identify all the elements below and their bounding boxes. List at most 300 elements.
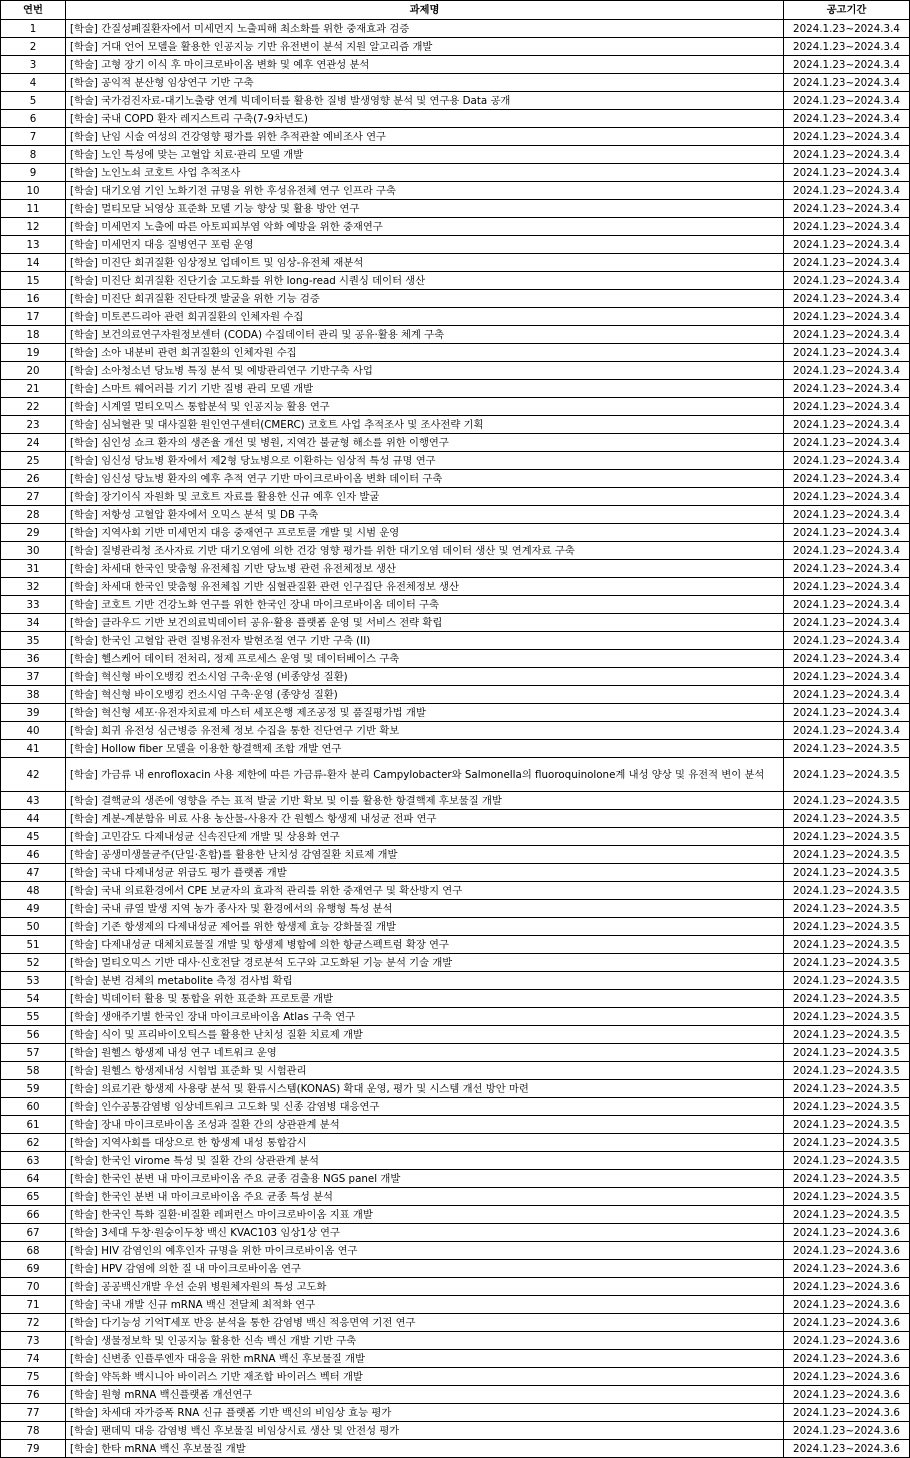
notice-period: 2024.1.23~2024.3.4 <box>784 596 910 614</box>
row-number: 65 <box>1 1188 66 1206</box>
row-number: 36 <box>1 650 66 668</box>
row-number: 51 <box>1 936 66 954</box>
row-number: 10 <box>1 182 66 200</box>
table-row <box>1 200 910 218</box>
project-title: [학술] 간질성폐질환자에서 미세먼지 노출피해 최소화를 위한 중재효과 검증 <box>66 20 784 38</box>
row-number: 44 <box>1 810 66 828</box>
table-row <box>1 452 910 470</box>
project-title: [학술] 기존 항생제의 다제내성균 제어를 위한 항생제 효능 강화물질 개발 <box>66 918 784 936</box>
table-row <box>1 1080 910 1098</box>
project-title: [학술] 미세먼지 노출에 따른 아토피피부염 악화 예방을 위한 중재연구 <box>66 218 784 236</box>
row-number: 23 <box>1 416 66 434</box>
notice-period: 2024.1.23~2024.3.4 <box>784 578 910 596</box>
project-title: [학술] 계분-계분함유 비료 사용 농산물-사용자 간 원헬스 항생제 내성균 전파 연구 <box>66 810 784 828</box>
notice-period: 2024.1.23~2024.3.4 <box>784 542 910 560</box>
project-title: [학술] 공익적 분산형 임상연구 기반 구축 <box>66 74 784 92</box>
row-number: 70 <box>1 1278 66 1296</box>
project-title: [학술] 혁신형 바이오뱅킹 컨소시엄 구축·운영 (종양성 질환) <box>66 686 784 704</box>
row-number: 43 <box>1 792 66 810</box>
notice-period: 2024.1.23~2024.3.5 <box>784 900 910 918</box>
header-row <box>1 1 910 20</box>
table-row <box>1 846 910 864</box>
notice-period: 2024.1.23~2024.3.4 <box>784 434 910 452</box>
notice-period: 2024.1.23~2024.3.4 <box>784 632 910 650</box>
notice-period: 2024.1.23~2024.3.4 <box>784 686 910 704</box>
table-row <box>1 810 910 828</box>
project-title: [학술] 지역사회 기반 미세먼지 대응 중재연구 프로토콜 개발 및 시범 운영 <box>66 524 784 542</box>
table-row <box>1 1062 910 1080</box>
project-title: [학술] 혁신형 바이오뱅킹 컨소시엄 구축·운영 (비종양성 질환) <box>66 668 784 686</box>
row-number: 73 <box>1 1332 66 1350</box>
table-row <box>1 488 910 506</box>
project-title: [학술] 멀티모달 뇌영상 표준화 모델 기능 향상 및 활용 방안 연구 <box>66 200 784 218</box>
table-row <box>1 1260 910 1278</box>
project-title: [학술] 고민감도 다제내성균 신속진단제 개발 및 상용화 연구 <box>66 828 784 846</box>
project-title: [학술] 한국인 특화 질환·비질환 레퍼런스 마이크로바이옴 지표 개발 <box>66 1206 784 1224</box>
notice-period: 2024.1.23~2024.3.5 <box>784 990 910 1008</box>
notice-period: 2024.1.23~2024.3.5 <box>784 1080 910 1098</box>
project-title: [학술] 시계열 멀티오믹스 통합분석 및 인공지능 활용 연구 <box>66 398 784 416</box>
project-title: [학술] 국내 다제내성균 위급도 평가 플랫폼 개발 <box>66 864 784 882</box>
table-row <box>1 1314 910 1332</box>
table-row <box>1 20 910 38</box>
row-number: 50 <box>1 918 66 936</box>
project-title: [학술] Hollow fiber 모델을 이용한 항결핵제 조합 개발 연구 <box>66 740 784 758</box>
table-row <box>1 1044 910 1062</box>
notice-period: 2024.1.23~2024.3.6 <box>784 1224 910 1242</box>
project-title: [학술] HPV 감염에 의한 질 내 마이크로바이옴 연구 <box>66 1260 784 1278</box>
notice-period: 2024.1.23~2024.3.4 <box>784 20 910 38</box>
table-row <box>1 1278 910 1296</box>
project-title: [학술] 차세대 한국인 맞춤형 유전체칩 기반 당뇨병 관련 유전체정보 생산 <box>66 560 784 578</box>
project-title: [학술] 미토콘드리아 관련 희귀질환의 인체자원 수집 <box>66 308 784 326</box>
project-title: [학술] 희귀 유전성 심근병증 유전체 정보 수집을 통한 진단연구 기반 확보 <box>66 722 784 740</box>
notice-period: 2024.1.23~2024.3.5 <box>784 1188 910 1206</box>
notice-period: 2024.1.23~2024.3.4 <box>784 416 910 434</box>
project-title: [학술] 고형 장기 이식 후 마이크로바이옴 변화 및 예후 연관성 분석 <box>66 56 784 74</box>
row-number: 59 <box>1 1080 66 1098</box>
row-number: 8 <box>1 146 66 164</box>
notice-period: 2024.1.23~2024.3.4 <box>784 344 910 362</box>
project-title: [학술] 국내 COPD 환자 레지스트리 구축(7-9차년도) <box>66 110 784 128</box>
table-row <box>1 740 910 758</box>
notice-period: 2024.1.23~2024.3.5 <box>784 954 910 972</box>
notice-period: 2024.1.23~2024.3.4 <box>784 398 910 416</box>
project-title: [학술] 결핵균의 생존에 영향을 주는 표적 발굴 기반 확보 및 이를 활용한 항결핵제 후보물질 개발 <box>66 792 784 810</box>
row-number: 76 <box>1 1386 66 1404</box>
table-row <box>1 1242 910 1260</box>
table-row <box>1 56 910 74</box>
row-number: 46 <box>1 846 66 864</box>
table-row <box>1 1332 910 1350</box>
header-title: 과제명 <box>66 1 784 20</box>
notice-period: 2024.1.23~2024.3.6 <box>784 1314 910 1332</box>
table-row <box>1 578 910 596</box>
project-title: [학술] 팬데믹 대응 감염병 백신 후보물질 비임상시료 생산 및 안전성 평가 <box>66 1422 784 1440</box>
table-row <box>1 326 910 344</box>
notice-period: 2024.1.23~2024.3.6 <box>784 1332 910 1350</box>
project-title: [학술] 식이 및 프리바이오틱스를 활용한 난치성 질환 치료제 개발 <box>66 1026 784 1044</box>
project-title: [학술] 다기능성 기억T세포 반응 분석을 통한 감염병 백신 적응면역 기전 연구 <box>66 1314 784 1332</box>
notice-period: 2024.1.23~2024.3.5 <box>784 864 910 882</box>
table-row <box>1 1008 910 1026</box>
row-number: 45 <box>1 828 66 846</box>
table-row <box>1 722 910 740</box>
table-row <box>1 1386 910 1404</box>
row-number: 11 <box>1 200 66 218</box>
row-number: 18 <box>1 326 66 344</box>
row-number: 28 <box>1 506 66 524</box>
table-row <box>1 434 910 452</box>
table-row <box>1 254 910 272</box>
notice-period: 2024.1.23~2024.3.4 <box>784 362 910 380</box>
row-number: 79 <box>1 1440 66 1458</box>
project-title: [학술] 생애주기별 한국인 장내 마이크로바이옴 Atlas 구축 연구 <box>66 1008 784 1026</box>
table-row <box>1 828 910 846</box>
project-title: [학술] 한국인 고혈압 관련 질병유전자 발현조절 연구 기반 구축 (II) <box>66 632 784 650</box>
table-row <box>1 110 910 128</box>
project-title: [학술] 의료기관 항생제 사용량 분석 및 환류시스템(KONAS) 확대 운영, 평가 및 시스템 개선 방안 마련 <box>66 1080 784 1098</box>
table-row <box>1 380 910 398</box>
row-number: 4 <box>1 74 66 92</box>
notice-period: 2024.1.23~2024.3.4 <box>784 326 910 344</box>
row-number: 33 <box>1 596 66 614</box>
notice-period: 2024.1.23~2024.3.6 <box>784 1386 910 1404</box>
project-title: [학술] 임신성 당뇨병 환자에서 제2형 당뇨병으로 이환하는 임상적 특성 규명 연구 <box>66 452 784 470</box>
row-number: 17 <box>1 308 66 326</box>
notice-period: 2024.1.23~2024.3.4 <box>784 164 910 182</box>
notice-period: 2024.1.23~2024.3.4 <box>784 308 910 326</box>
project-title: [학술] 미진단 희귀질환 진단타겟 발굴을 위한 기능 검증 <box>66 290 784 308</box>
project-title: [학술] 한국인 virome 특성 및 질환 간의 상관관계 분석 <box>66 1152 784 1170</box>
notice-period: 2024.1.23~2024.3.6 <box>784 1260 910 1278</box>
notice-period: 2024.1.23~2024.3.4 <box>784 56 910 74</box>
row-number: 71 <box>1 1296 66 1314</box>
notice-period: 2024.1.23~2024.3.4 <box>784 128 910 146</box>
project-title: [학술] HIV 감염인의 예후인자 규명을 위한 마이크로바이옴 연구 <box>66 1242 784 1260</box>
table-row <box>1 92 910 110</box>
table-row <box>1 542 910 560</box>
row-number: 24 <box>1 434 66 452</box>
notice-period: 2024.1.23~2024.3.4 <box>784 38 910 56</box>
project-title: [학술] 난임 시술 여성의 건강영향 평가를 위한 추적관찰 예비조사 연구 <box>66 128 784 146</box>
table-row <box>1 272 910 290</box>
project-title: [학술] 미세먼지 대응 질병연구 포럼 운영 <box>66 236 784 254</box>
notice-period: 2024.1.23~2024.3.4 <box>784 182 910 200</box>
project-title: [학술] 미진단 희귀질환 임상정보 업데이트 및 임상-유전체 재분석 <box>66 254 784 272</box>
notice-period: 2024.1.23~2024.3.4 <box>784 470 910 488</box>
notice-period: 2024.1.23~2024.3.6 <box>784 1278 910 1296</box>
notice-period: 2024.1.23~2024.3.4 <box>784 668 910 686</box>
project-title: [학술] 국가검진자료-대기노출량 연계 빅데이터를 활용한 질병 발생영향 분석 및 연구용 Data 공개 <box>66 92 784 110</box>
project-title: [학술] 원헬스 항생제내성 시험법 표준화 및 시험관리 <box>66 1062 784 1080</box>
table-row <box>1 1206 910 1224</box>
row-number: 21 <box>1 380 66 398</box>
notice-period: 2024.1.23~2024.3.6 <box>784 1296 910 1314</box>
table-row <box>1 362 910 380</box>
notice-period: 2024.1.23~2024.3.4 <box>784 272 910 290</box>
row-number: 58 <box>1 1062 66 1080</box>
row-number: 74 <box>1 1350 66 1368</box>
table-row <box>1 1296 910 1314</box>
table-row <box>1 1404 910 1422</box>
row-number: 12 <box>1 218 66 236</box>
table-row <box>1 614 910 632</box>
notice-period: 2024.1.23~2024.3.4 <box>784 218 910 236</box>
row-number: 5 <box>1 92 66 110</box>
row-number: 61 <box>1 1116 66 1134</box>
project-title: [학술] 질병관리청 조사자료 기반 대기오염에 의한 건강 영향 평가를 위한 대기오염 데이터 생산 및 연계자료 구축 <box>66 542 784 560</box>
notice-period: 2024.1.23~2024.3.4 <box>784 614 910 632</box>
notice-period: 2024.1.23~2024.3.6 <box>784 1440 910 1458</box>
row-number: 52 <box>1 954 66 972</box>
project-title: [학술] 한국인 분변 내 마이크로바이옴 주요 균종 특성 분석 <box>66 1188 784 1206</box>
notice-period: 2024.1.23~2024.3.4 <box>784 722 910 740</box>
row-number: 9 <box>1 164 66 182</box>
row-number: 41 <box>1 740 66 758</box>
row-number: 39 <box>1 704 66 722</box>
table-row <box>1 182 910 200</box>
project-title: [학술] 스마트 웨어러블 기기 기반 질병 관리 모델 개발 <box>66 380 784 398</box>
row-number: 22 <box>1 398 66 416</box>
table-row <box>1 74 910 92</box>
row-number: 25 <box>1 452 66 470</box>
notice-period: 2024.1.23~2024.3.5 <box>784 1116 910 1134</box>
notice-period: 2024.1.23~2024.3.5 <box>784 1026 910 1044</box>
table-row <box>1 1116 910 1134</box>
notice-period: 2024.1.23~2024.3.5 <box>784 740 910 758</box>
table-row <box>1 1422 910 1440</box>
notice-period: 2024.1.23~2024.3.4 <box>784 560 910 578</box>
project-title: [학술] 소아 내분비 관련 희귀질환의 인체자원 수집 <box>66 344 784 362</box>
notice-period: 2024.1.23~2024.3.5 <box>784 918 910 936</box>
row-number: 20 <box>1 362 66 380</box>
table-row <box>1 686 910 704</box>
row-number: 31 <box>1 560 66 578</box>
table-row <box>1 1098 910 1116</box>
project-title: [학술] 가금류 내 enrofloxacin 사용 제한에 따른 가금류-환자 분리 Campylobacter와 Salmonella의 fluoroquinolone계 내성 양상 및 유전적 변이 분석 <box>66 758 784 792</box>
row-number: 29 <box>1 524 66 542</box>
table-row <box>1 524 910 542</box>
table-row <box>1 128 910 146</box>
notice-period: 2024.1.23~2024.3.6 <box>784 1404 910 1422</box>
row-number: 38 <box>1 686 66 704</box>
notice-period: 2024.1.23~2024.3.4 <box>784 380 910 398</box>
row-number: 35 <box>1 632 66 650</box>
table-row <box>1 1026 910 1044</box>
table-row <box>1 1350 910 1368</box>
project-title: [학술] 생물정보학 및 인공지능 활용한 신속 백신 개발 기반 구축 <box>66 1332 784 1350</box>
table-row <box>1 146 910 164</box>
table-row <box>1 398 910 416</box>
project-title: [학술] 심뇌혈관 및 대사질환 원인연구센터(CMERC) 코호트 사업 추적조사 및 조사전략 기획 <box>66 416 784 434</box>
row-number: 42 <box>1 758 66 792</box>
row-number: 19 <box>1 344 66 362</box>
notice-period: 2024.1.23~2024.3.6 <box>784 1368 910 1386</box>
notice-period: 2024.1.23~2024.3.4 <box>784 452 910 470</box>
table-row <box>1 1224 910 1242</box>
table-row <box>1 704 910 722</box>
project-title: [학술] 공생미생물균주(단일·혼합)를 활용한 난치성 감염질환 치료제 개발 <box>66 846 784 864</box>
notice-period: 2024.1.23~2024.3.4 <box>784 110 910 128</box>
project-title: [학술] 저항성 고혈압 환자에서 오믹스 분석 및 DB 구축 <box>66 506 784 524</box>
project-title: [학술] 멀티오믹스 기반 대사·신호전달 경로분석 도구와 고도화된 기능 분석 기술 개발 <box>66 954 784 972</box>
row-number: 69 <box>1 1260 66 1278</box>
project-title: [학술] 코호트 기반 건강노화 연구를 위한 한국인 장내 마이크로바이옴 데이터 구축 <box>66 596 784 614</box>
project-title: [학술] 소아청소년 당뇨병 특징 분석 및 예방관리연구 기반구축 사업 <box>66 362 784 380</box>
project-title: [학술] 분변 검체의 metabolite 측정 검사법 확립 <box>66 972 784 990</box>
table-row <box>1 308 910 326</box>
notice-period: 2024.1.23~2024.3.5 <box>784 810 910 828</box>
project-title: [학술] 미진단 희귀질환 진단기술 고도화를 위한 long-read 시퀀싱 데이터 생산 <box>66 272 784 290</box>
table-row <box>1 506 910 524</box>
project-title: [학술] 한국인 분변 내 마이크로바이옴 주요 균종 검출용 NGS panel 개발 <box>66 1170 784 1188</box>
table-row <box>1 632 910 650</box>
notice-period: 2024.1.23~2024.3.5 <box>784 1062 910 1080</box>
notice-period: 2024.1.23~2024.3.5 <box>784 972 910 990</box>
notice-period: 2024.1.23~2024.3.4 <box>784 254 910 272</box>
project-title: [학술] 국내 큐열 발생 지역 농가 종사자 및 환경에서의 유행형 특성 분석 <box>66 900 784 918</box>
project-title: [학술] 약독화 백시니아 바이러스 기반 재조합 바이러스 벡터 개발 <box>66 1368 784 1386</box>
notice-period: 2024.1.23~2024.3.5 <box>784 1206 910 1224</box>
project-title: [학술] 장내 마이크로바이옴 조성과 질환 간의 상관관계 분석 <box>66 1116 784 1134</box>
notice-period: 2024.1.23~2024.3.4 <box>784 650 910 668</box>
row-number: 49 <box>1 900 66 918</box>
table-row <box>1 560 910 578</box>
row-number: 54 <box>1 990 66 1008</box>
row-number: 75 <box>1 1368 66 1386</box>
row-number: 7 <box>1 128 66 146</box>
notice-period: 2024.1.23~2024.3.4 <box>784 146 910 164</box>
table-row <box>1 650 910 668</box>
table-row <box>1 936 910 954</box>
table-row <box>1 38 910 56</box>
notice-period: 2024.1.23~2024.3.4 <box>784 92 910 110</box>
project-title: [학술] 다제내성균 대체치료물질 개발 및 항생제 병합에 의한 항균스펙트럼 확장 연구 <box>66 936 784 954</box>
row-number: 62 <box>1 1134 66 1152</box>
notice-period: 2024.1.23~2024.3.5 <box>784 828 910 846</box>
notice-period: 2024.1.23~2024.3.5 <box>784 882 910 900</box>
table-row <box>1 900 910 918</box>
row-number: 34 <box>1 614 66 632</box>
table-row <box>1 792 910 810</box>
project-title: [학술] 노인노쇠 코호트 사업 추적조사 <box>66 164 784 182</box>
row-number: 77 <box>1 1404 66 1422</box>
notice-period: 2024.1.23~2024.3.5 <box>784 1044 910 1062</box>
project-title: [학술] 신변종 인플루엔자 대응을 위한 mRNA 백신 후보물질 개발 <box>66 1350 784 1368</box>
row-number: 37 <box>1 668 66 686</box>
row-number: 13 <box>1 236 66 254</box>
project-title: [학술] 임신성 당뇨병 환자의 예후 추적 연구 기반 마이크로바이옴 변화 데이터 구축 <box>66 470 784 488</box>
project-title: [학술] 혁신형 세포·유전자치료제 마스터 세포은행 제조공정 및 품질평가법 개발 <box>66 704 784 722</box>
project-title: [학술] 한타 mRNA 백신 후보물질 개발 <box>66 1440 784 1458</box>
row-number: 63 <box>1 1152 66 1170</box>
row-number: 57 <box>1 1044 66 1062</box>
table-row <box>1 954 910 972</box>
notice-period: 2024.1.23~2024.3.5 <box>784 1170 910 1188</box>
project-title: [학술] 보건의료연구자원정보센터 (CODA) 수집데이터 관리 및 공유·활용 체계 구축 <box>66 326 784 344</box>
row-number: 27 <box>1 488 66 506</box>
table-row <box>1 416 910 434</box>
project-title: [학술] 공공백신개발 우선 순위 병원체자원의 특성 고도화 <box>66 1278 784 1296</box>
notice-period: 2024.1.23~2024.3.5 <box>784 846 910 864</box>
table-body <box>1 20 910 1458</box>
project-title: [학술] 노인 특성에 맞는 고혈압 치료·관리 모델 개발 <box>66 146 784 164</box>
notice-period: 2024.1.23~2024.3.5 <box>784 1152 910 1170</box>
notice-period: 2024.1.23~2024.3.5 <box>784 1098 910 1116</box>
table-row <box>1 882 910 900</box>
table-row <box>1 668 910 686</box>
row-number: 16 <box>1 290 66 308</box>
row-number: 78 <box>1 1422 66 1440</box>
table-row <box>1 972 910 990</box>
table-row <box>1 470 910 488</box>
project-title: [학술] 헬스케어 데이터 전처리, 정제 프로세스 운영 및 데이터베이스 구축 <box>66 650 784 668</box>
row-number: 60 <box>1 1098 66 1116</box>
project-title: [학술] 장기이식 자원화 및 코호트 자료를 활용한 신규 예후 인자 발굴 <box>66 488 784 506</box>
project-title: [학술] 국내 의료환경에서 CPE 보균자의 효과적 관리를 위한 중재연구 및 확산방지 연구 <box>66 882 784 900</box>
row-number: 48 <box>1 882 66 900</box>
project-title: [학술] 차세대 한국인 맞춤형 유전체칩 기반 심혈관질환 관련 인구집단 유전체정보 생산 <box>66 578 784 596</box>
row-number: 53 <box>1 972 66 990</box>
row-number: 6 <box>1 110 66 128</box>
notice-period: 2024.1.23~2024.3.4 <box>784 524 910 542</box>
notice-period: 2024.1.23~2024.3.6 <box>784 1422 910 1440</box>
notice-period: 2024.1.23~2024.3.5 <box>784 936 910 954</box>
row-number: 1 <box>1 20 66 38</box>
row-number: 72 <box>1 1314 66 1332</box>
row-number: 32 <box>1 578 66 596</box>
row-number: 55 <box>1 1008 66 1026</box>
notice-period: 2024.1.23~2024.3.5 <box>784 1134 910 1152</box>
table-row <box>1 596 910 614</box>
row-number: 67 <box>1 1224 66 1242</box>
table-row <box>1 290 910 308</box>
project-title: [학술] 심인성 쇼크 환자의 생존율 개선 및 병원, 지역간 불균형 해소를 위한 이행연구 <box>66 434 784 452</box>
notice-period: 2024.1.23~2024.3.4 <box>784 290 910 308</box>
table-row <box>1 344 910 362</box>
project-title: [학술] 지역사회를 대상으로 한 항생제 내성 통합감시 <box>66 1134 784 1152</box>
table-row <box>1 1188 910 1206</box>
row-number: 40 <box>1 722 66 740</box>
notice-period: 2024.1.23~2024.3.4 <box>784 488 910 506</box>
project-title: [학술] 대기오염 기인 노화기전 규명을 위한 후성유전체 연구 인프라 구축 <box>66 182 784 200</box>
table-row <box>1 1170 910 1188</box>
project-title: [학술] 차세대 자가증폭 RNA 신규 플랫폼 기반 백신의 비임상 효능 평가 <box>66 1404 784 1422</box>
project-title: [학술] 클라우드 기반 보건의료빅데이터 공유·활용 플랫폼 운영 및 서비스 전략 확립 <box>66 614 784 632</box>
row-number: 26 <box>1 470 66 488</box>
notice-period: 2024.1.23~2024.3.4 <box>784 704 910 722</box>
project-title: [학술] 빅데이터 활용 및 통합을 위한 표준화 프로토콜 개발 <box>66 990 784 1008</box>
table-row <box>1 236 910 254</box>
table-row <box>1 164 910 182</box>
notice-period: 2024.1.23~2024.3.6 <box>784 1350 910 1368</box>
project-title: [학술] 3세대 두창·원숭이두창 백신 KVAC103 임상1상 연구 <box>66 1224 784 1242</box>
table-row <box>1 758 910 792</box>
notice-period: 2024.1.23~2024.3.5 <box>784 1008 910 1026</box>
project-title: [학술] 거대 언어 모델을 활용한 인공지능 기반 유전변이 분석 지원 알고리즘 개발 <box>66 38 784 56</box>
row-number: 64 <box>1 1170 66 1188</box>
notice-period: 2024.1.23~2024.3.4 <box>784 200 910 218</box>
project-title: [학술] 원형 mRNA 백신플랫폼 개선연구 <box>66 1386 784 1404</box>
table-row <box>1 918 910 936</box>
project-title: [학술] 인수공통감염병 임상네트워크 고도화 및 신종 감염병 대응연구 <box>66 1098 784 1116</box>
table-row <box>1 1134 910 1152</box>
project-title: [학술] 국내 개발 신규 mRNA 백신 전달체 최적화 연구 <box>66 1296 784 1314</box>
row-number: 30 <box>1 542 66 560</box>
table-row <box>1 1368 910 1386</box>
notice-period: 2024.1.23~2024.3.4 <box>784 74 910 92</box>
